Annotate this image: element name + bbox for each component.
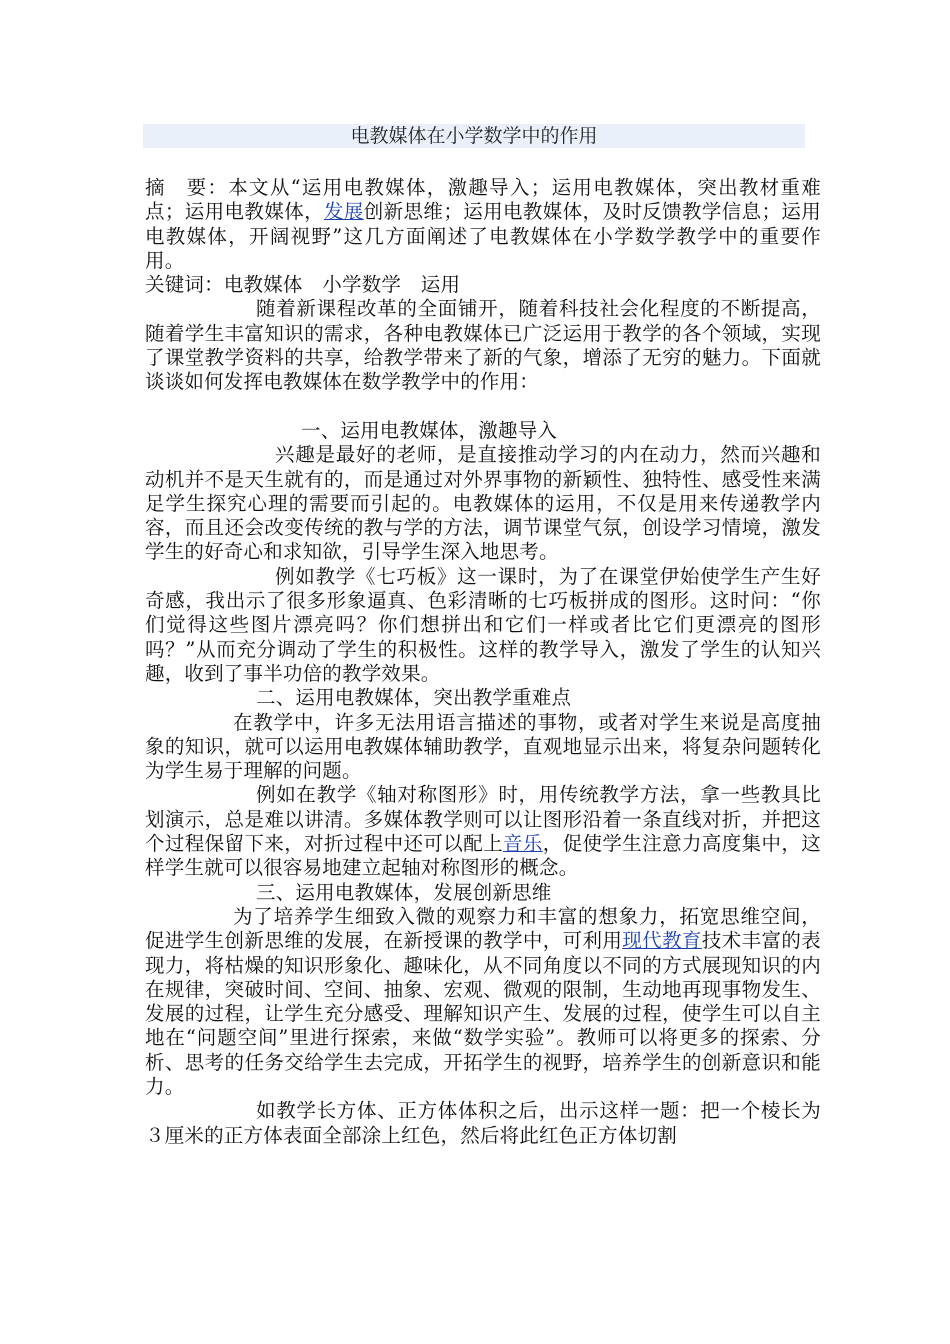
section1-paragraph-1: 兴趣是最好的老师，是直接推动学习的内在动力，然而兴趣和动机并不是天生就有的，而是通过对外界事物的新颖性、独特性、感受性来满足学生探究心理的需要而引起的。电教媒体的运用，不仅是用来传递教学内容，而且还会改变传统的教与学的方法，调节课堂气氛，创设学习情境，激发学生的好奇心和求知欲，引导学生深入地思考。 bbox=[145, 443, 821, 564]
section3-paragraph-2: 如教学长方体、正方体体积之后，出示这样一题：把一个棱长为３厘米的正方体表面全部涂上红色，然后将此红色正方体切割 bbox=[145, 1099, 821, 1147]
section2-text: 例如在教学《轴对称图形》时，用传统教学方法，拿一些教具比划演示，总是难以讲清。多媒体教学则可以让图形沿着一条直线对折，并把这个过程保留下来，对折过程中还可以配上 bbox=[145, 783, 821, 856]
section2-paragraph-1: 在教学中，许多无法用语言描述的事物，或者对学生来说是高度抽象的知识，就可以运用电教媒体辅助教学，直观地显示出来，将复杂问题转化为学生易于理解的问题。 bbox=[145, 710, 821, 783]
document-title: 电教媒体在小学数学中的作用 bbox=[143, 124, 805, 148]
section3-text-cont: 技术丰富的表现力，将枯燥的知识形象化、趣味化，从不同角度以不同的方式展现知识的内在规律，突破时间、空间、抽象、宏观、微观的限制，生动地再现事物发生、发展的过程，让学生充分感受、理解知识产生、发展的过程，使学生可以自主地在“问题空间”里进行探索，来做“数学实验”。教师可以将更多的探索、分析、思考的任务交给学生去完成，开拓学生的视野，培养学生的创新意识和能力。 bbox=[145, 929, 821, 1098]
section2-paragraph-2 bbox=[145, 783, 821, 880]
section2-text-cont: ，促使学生注意力高度集中，这样学生就可以很容易地建立起轴对称图形的概念。 bbox=[145, 832, 821, 880]
link-fazhan[interactable]: 发展 bbox=[323, 200, 364, 224]
abstract-text: 摘 要：本文从“运用电教媒体，激趣导入；运用电教媒体，突出教材重难点；运用电教媒体， bbox=[145, 176, 821, 224]
section-heading-2: 二、运用电教媒体，突出教学重难点 bbox=[256, 686, 572, 710]
section3-text: 为了培养学生细致入微的观察力和丰富的想象力，拓宽思维空间，促进学生创新思维的发展，在新授课的教学中，可利用 bbox=[145, 904, 821, 953]
section1-paragraph-2: 例如教学《七巧板》这一课时，为了在课堂伊始使学生产生好奇感，我出示了很多形象逼真、色彩清晰的七巧板拼成的图形。这时问：“你们觉得这些图片漂亮吗？你们想拼出和它们一样或者比它们更漂亮的图形吗？”从而充分调动了学生的积极性。这样的教学导入，激发了学生的认知兴趣，收到了事半功倍的教学效果。 bbox=[145, 564, 821, 685]
section-heading-3: 三、运用电教媒体，发展创新思维 bbox=[256, 880, 552, 904]
section-heading-1: 一、运用电教媒体，激趣导入 bbox=[301, 418, 558, 442]
document-body bbox=[145, 176, 821, 1148]
abstract-text-cont: 创新思维；运用电教媒体，及时反馈教学信息；运用电教媒体，开阔视野”这几方面阐述了电教媒体在小学数学教学中的重要作用。 bbox=[145, 200, 821, 272]
link-music[interactable]: 音乐 bbox=[502, 832, 543, 856]
section3-paragraph-1 bbox=[145, 905, 821, 1099]
link-modern-education[interactable]: 现代教育 bbox=[622, 929, 702, 953]
abstract-paragraph bbox=[145, 176, 821, 273]
spacer bbox=[145, 395, 821, 419]
intro-paragraph: 随着新课程改革的全面铺开，随着科技社会化程度的不断提高，随着学生丰富知识的需求，各种电教媒体已广泛运用于教学的各个领域，实现了课堂教学资料的共享，给教学带来了新的气象，增添了无穷的魅力。下面就谈谈如何发挥电教媒体在数学教学中的作用： bbox=[145, 297, 821, 394]
keywords-line: 关键词：电教媒体 小学数学 运用 bbox=[145, 273, 461, 297]
